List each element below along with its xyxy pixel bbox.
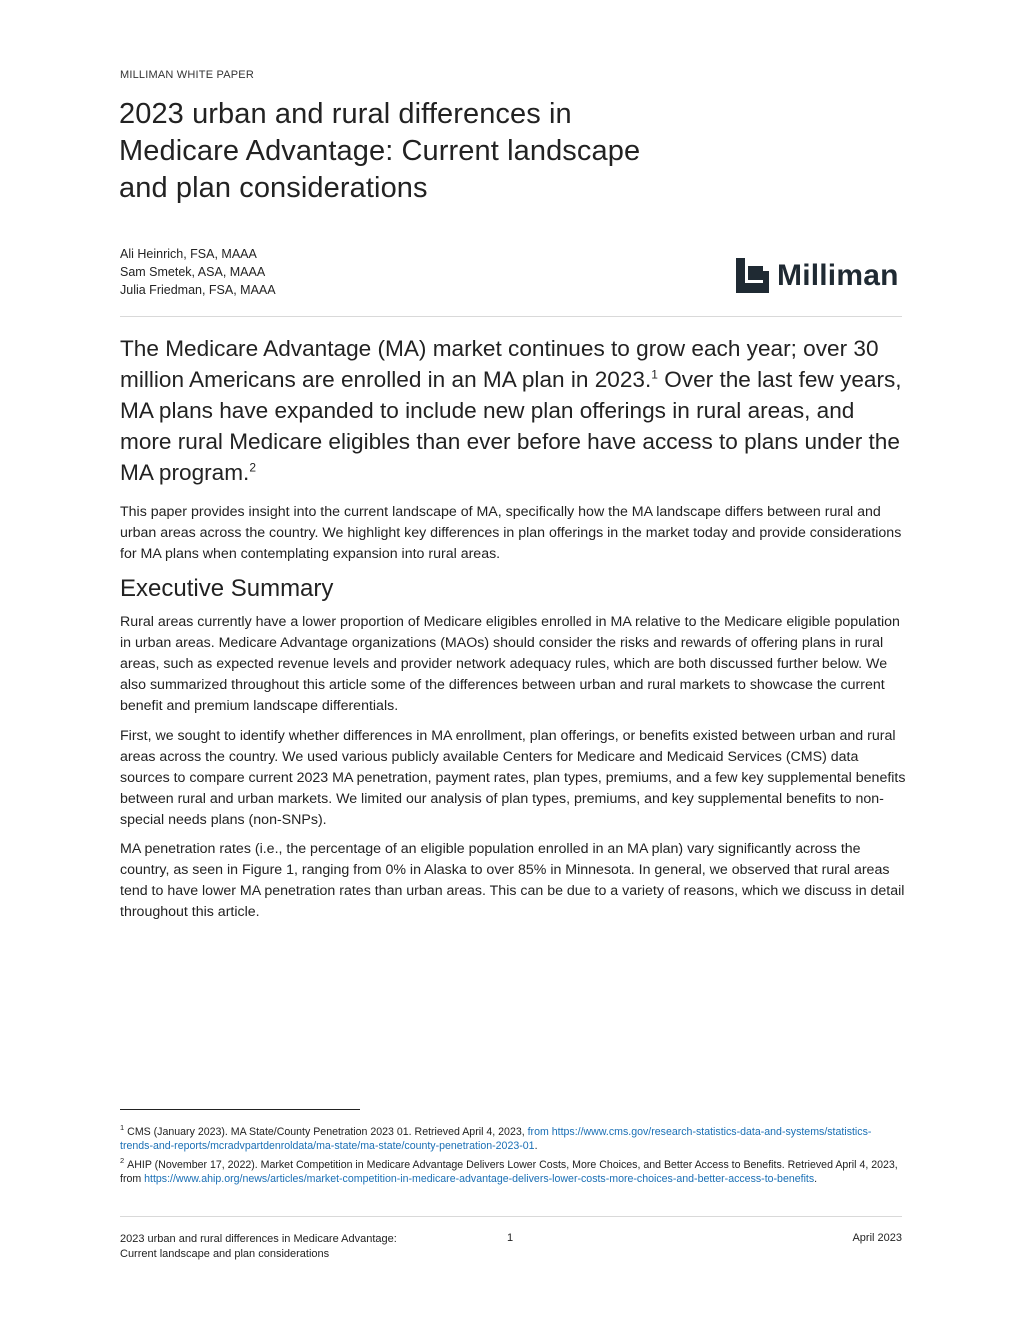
intro-paragraph: This paper provides insight into the current landscape of MA, specifically how the MA landscape differs between rural and urban areas across the country. We highlight key differences in plan offerings in the market today and provide considerations for MA plans when contemplating expansion into rural areas. <box>120 504 902 562</box>
lead-paragraph <box>120 333 910 488</box>
footnote-link[interactable]: https://www.ahip.org/news/articles/market-competition-in-medicare-advantage-delivers-lower-costs-more-choices-and-better-access-to-benefits <box>144 1173 815 1185</box>
body-paragraph: First, we sought to identify whether differences in MA enrollment, plan offerings, or benefits existed between urban and rural areas across the country. We used various publicly available Centers for Medicare and Medicaid Services (CMS) data sources to compare current 2023 MA penetration, payment rates, plan types, premiums, and a few key supplemental benefits between rural and urban markets. We limited our analysis of plan types, premiums, and key supplemental benefits to non-special needs plans (non-SNPs). <box>120 728 906 828</box>
title-line: 2023 urban and rural differences in <box>119 98 572 130</box>
footnote-text: CMS (January 2023). MA State/County Penetration 2023 01. Retrieved April 4, 2023, <box>127 1126 528 1138</box>
footnote-ref-1[interactable]: 1 <box>651 367 658 382</box>
footnote-ref-2[interactable]: 2 <box>249 460 257 475</box>
footnote-2 <box>120 1158 902 1186</box>
title-line: Medicare Advantage: Current landscape <box>119 135 641 167</box>
milliman-logo-icon <box>736 258 769 293</box>
milliman-logo <box>736 258 899 293</box>
title-line: and plan considerations <box>119 172 428 204</box>
author-name: Julia Friedman, FSA, MAAA <box>120 283 276 297</box>
body-paragraph: MA penetration rates (i.e., the percentage of an eligible population enrolled in an MA plan) vary significantly across the country, as seen in Figure 1, ranging from 0% in Alaska to over 85% in Minnesota. In general, we observed that rural areas tend to have lower MA penetration rates than urban areas. This can be due to a variety of reasons, which we discuss in detail throughout this article. <box>120 841 905 920</box>
header-divider <box>120 316 902 317</box>
footer-title-line: Current landscape and plan considerations <box>120 1248 330 1260</box>
footnote-end: . <box>534 1140 538 1152</box>
footnote-number: 1 <box>120 1123 125 1133</box>
lead-text: Over the last few years, MA plans have expanded to include new plan offerings in rural areas, and more rural Medicare eligibles than ever before have access to plans under the MA program. <box>120 367 902 485</box>
author-name: Sam Smetek, ASA, MAAA <box>120 265 266 279</box>
footer-title-line: 2023 urban and rural differences in Medicare Advantage: <box>120 1233 397 1245</box>
logo-wordmark: Milliman <box>777 258 899 292</box>
footer-title <box>120 1232 440 1262</box>
page-number: 1 <box>507 1232 514 1244</box>
author-name: Ali Heinrich, FSA, MAAA <box>120 247 257 261</box>
footnote-number: 2 <box>120 1156 125 1166</box>
footer-divider <box>120 1216 902 1217</box>
author-list <box>120 245 276 299</box>
section-heading: Executive Summary <box>120 575 334 602</box>
body-paragraph: Rural areas currently have a lower proportion of Medicare eligibles enrolled in MA relative to the Medicare eligible population in urban areas. Medicare Advantage organizations (MAOs) should consider the risks and rewards of offering plans in rural areas, such as expected revenue levels and provider network adequacy rules, which are both discussed further below. We also summarized throughout this article some of the differences between urban and rural markets to showcase the current benefit and premium landscape differentials. <box>120 614 900 714</box>
lead-text: The Medicare Advantage (MA) market continues to grow each year; over 30 million Americans are enrolled in an MA plan in 2023. <box>120 336 879 392</box>
footnote-1 <box>120 1125 902 1153</box>
footnote-link[interactable]: from https://www.cms.gov/research-statistics-data-and-systems/statistics-trends-and-reports/mcradvpartdenroldata/ma-state/ma-state/county-penetration-2023-01 <box>120 1126 872 1152</box>
document-title <box>119 96 759 207</box>
document-kicker: MILLIMAN WHITE PAPER <box>120 69 254 81</box>
footer-date: April 2023 <box>852 1232 902 1244</box>
footnote-divider <box>120 1109 360 1110</box>
footnote-text: AHIP (November 17, 2022). Market Competition in Medicare Advantage Delivers Lower Costs, More Choices, and Better Access to Benefits. Retrieved April 4, 2023, from <box>120 1159 898 1185</box>
footnote-end: . <box>814 1173 818 1185</box>
